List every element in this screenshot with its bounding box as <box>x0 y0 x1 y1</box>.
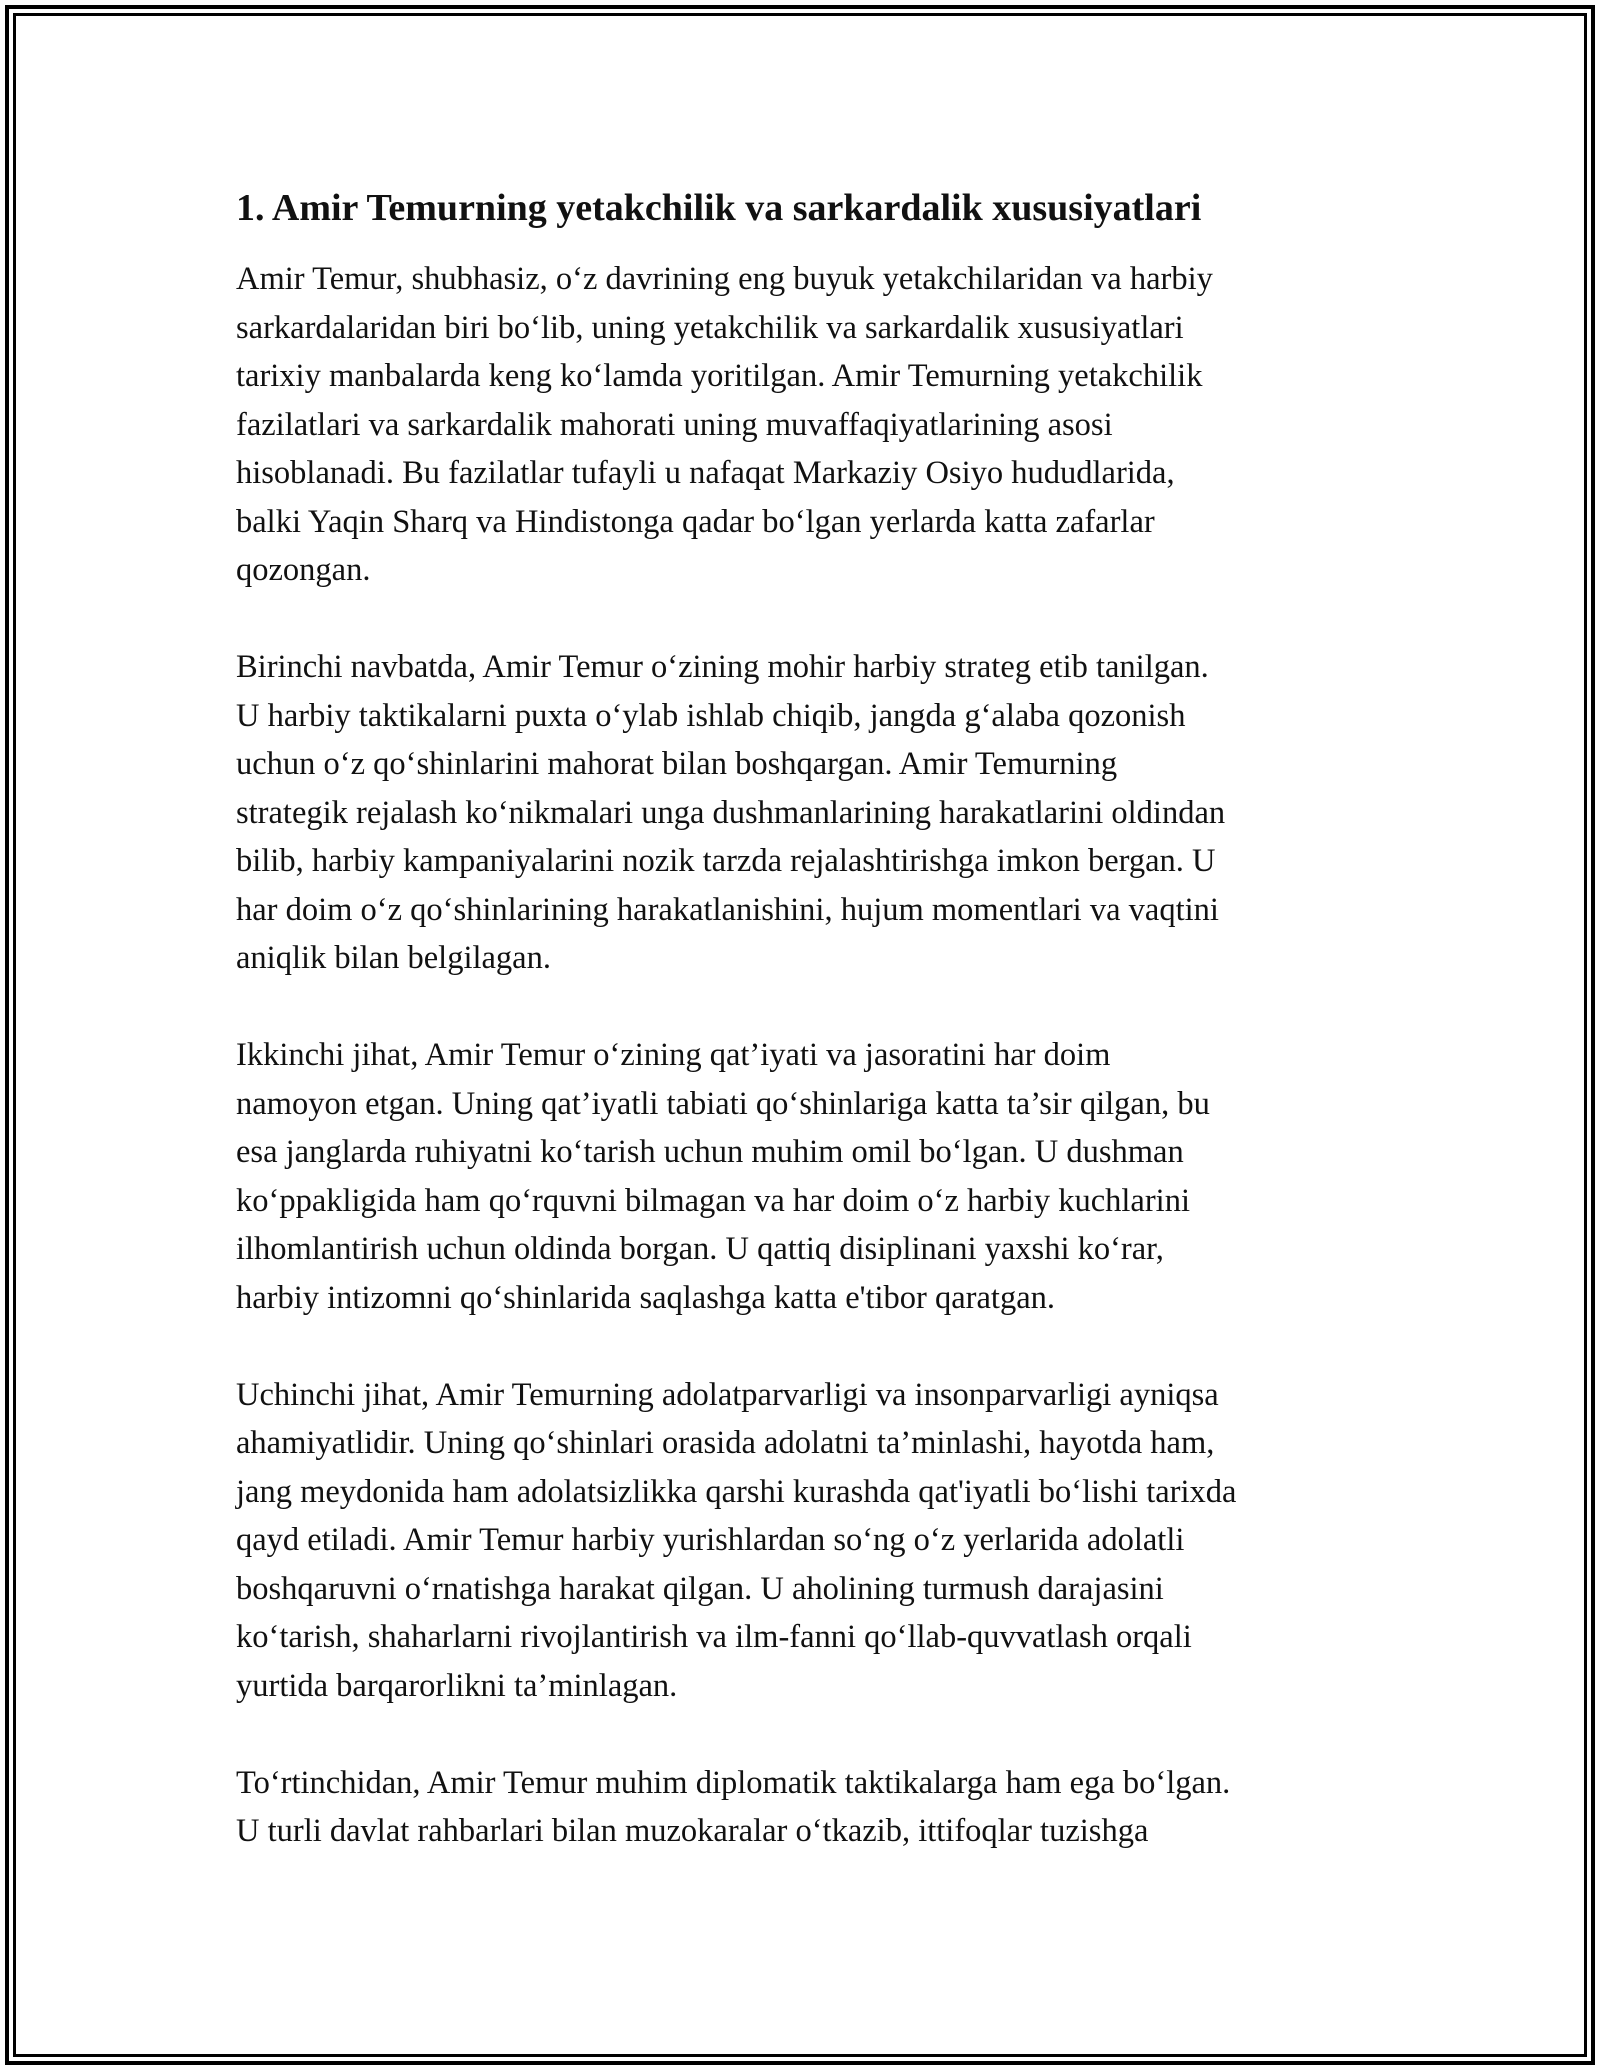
text-line: uchun o‘z qo‘shinlarini mahorat bilan boshqargan. Amir Temurning <box>236 746 1118 782</box>
text-line: esa janglarda ruhiyatni ko‘tarish uchun muhim omil bo‘lgan. U dushman <box>236 1134 1184 1170</box>
text-line: Ikkinchi jihat, Amir Temur o‘zining qat’iyati va jasoratini har doim <box>236 1037 1111 1073</box>
text-line: qozongan. <box>236 552 371 588</box>
text-line: aniqlik bilan belgilagan. <box>236 940 551 976</box>
text-line: boshqaruvni o‘rnatishga harakat qilgan. U aholining turmush darajasini <box>236 1570 1164 1607</box>
paragraph-fourth-point <box>236 1759 1396 1856</box>
paragraph-third-point <box>236 1371 1396 1711</box>
text-line: bilib, harbiy kampaniyalarini nozik tarzda rejalashtirishga imkon bergan. U <box>236 843 1216 879</box>
section-heading: 1. Amir Temurning yetakchilik va sarkardalik xususiyatlari <box>236 187 1202 229</box>
text-line: ahamiyatlidir. Uning qo‘shinlari orasida adolatni ta’minlashi, hayotda ham, <box>236 1425 1215 1461</box>
text-line: har doim o‘z qo‘shinlarining harakatlanishini, hujum momentlari va vaqtini <box>236 891 1219 928</box>
text-line: balki Yaqin Sharq va Hindistonga qadar bo‘lgan yerlarda katta zafarlar <box>236 503 1155 540</box>
text-line: sarkardalaridan biri bo‘lib, uning yetakchilik va sarkardalik xususiyatlari <box>236 309 1184 346</box>
text-line: ko‘tarish, shaharlarni rivojlantirish va ilm-fanni qo‘llab-quvvatlash orqali <box>236 1619 1192 1655</box>
text-line: hisoblanadi. Bu fazilatlar tufayli u nafaqat Markaziy Osiyo hududlarida, <box>236 455 1175 491</box>
text-line: qayd etiladi. Amir Temur harbiy yurishlardan so‘ng o‘z yerlarida adolatli <box>236 1522 1185 1558</box>
text-line: Uchinchi jihat, Amir Temurning adolatparvarligi va insonparvarligi ayniqsa <box>236 1376 1219 1413</box>
text-line: strategik rejalash ko‘nikmalari unga dushmanlarining harakatlarini oldindan <box>236 794 1226 831</box>
text-line: Amir Temur, shubhasiz, o‘z davrining eng buyuk yetakchilaridan va harbiy <box>236 261 1213 297</box>
text-line: U harbiy taktikalarni puxta o‘ylab ishlab chiqib, jangda g‘alaba qozonish <box>236 697 1186 734</box>
paragraph-second-point <box>236 1031 1396 1322</box>
text-line: ilhomlantirish uchun oldinda borgan. U qattiq disiplinani yaxshi ko‘rar, <box>236 1231 1164 1267</box>
text-line: fazilatlari va sarkardalik mahorati uning muvaffaqiyatlarining asosi <box>236 406 1113 443</box>
text-line: namoyon etgan. Uning qat’iyatli tabiati qo‘shinlariga katta ta’sir qilgan, bu <box>236 1085 1210 1122</box>
text-line: To‘rtinchidan, Amir Temur muhim diplomatik taktikalarga ham ega bo‘lgan. <box>236 1764 1231 1801</box>
text-line: ko‘ppakligida ham qo‘rquvni bilmagan va har doim o‘z harbiy kuchlarini <box>236 1182 1190 1219</box>
paragraph-first-point <box>236 643 1396 983</box>
paragraph-intro <box>236 255 1396 595</box>
text-line: Birinchi navbatda, Amir Temur o‘zining mohir harbiy strateg etib tanilgan. <box>236 649 1209 685</box>
document-body <box>236 185 1396 1904</box>
text-line: U turli davlat rahbarlari bilan muzokaralar o‘tkazib, ittifoqlar tuzishga <box>236 1813 1149 1849</box>
text-line: jang meydonida ham adolatsizlikka qarshi kurashda qat'iyatli bo‘lishi tarixda <box>236 1473 1237 1510</box>
text-line: harbiy intizomni qo‘shinlarida saqlashga katta e'tibor qaratgan. <box>236 1279 1056 1316</box>
text-line: yurtida barqarorlikni ta’minlagan. <box>236 1667 678 1704</box>
text-line: tarixiy manbalarda keng ko‘lamda yoritilgan. Amir Temurning yetakchilik <box>236 358 1203 394</box>
